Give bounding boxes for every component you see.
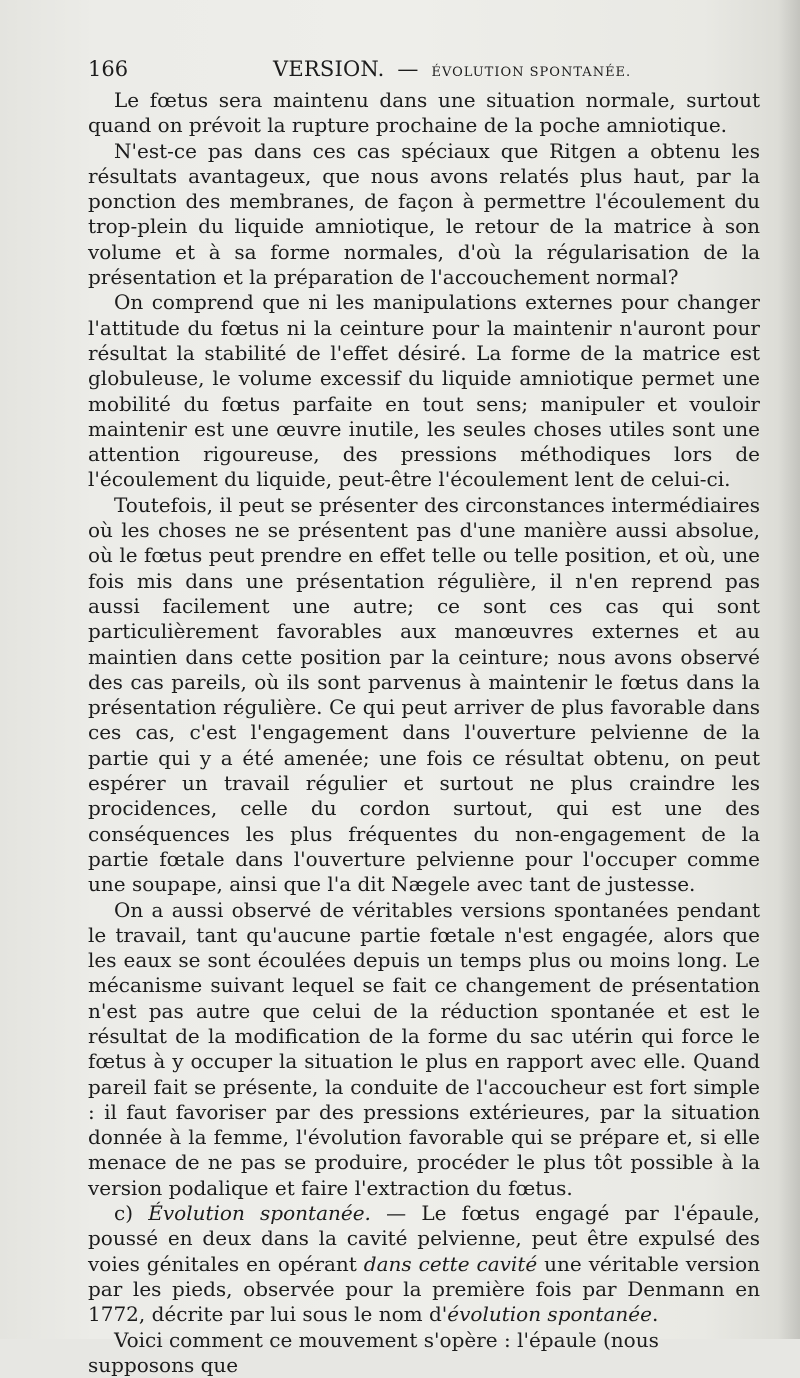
section-text-part: une véritable version par les pieds, observée pour la première fois par Denmann en 1772, décrite par lui sous le nom d' — [88, 1251, 760, 1327]
paragraph: N'est-ce pas dans ces cas spéciaux que Ritgen a obtenu les résultats avantageux, que nous avons relatés plus haut, par la ponction des membranes, de façon à permettre l'écoulement du trop-plein du liquide amniotique, le retour de la matrice à son volume et à sa forme normales, d'où la régularisation de la présentation et la préparation de l'accouchement normal? — [88, 138, 760, 290]
section-text-part: — Le fœtus engagé par l'épaule, poussé en deux dans la cavité pelvienne, peut être expulsé des voies génitales en opérant — [88, 1201, 761, 1276]
paragraph: Le fœtus sera maintenu dans une situation normale, surtout quand on prévoit la rupture prochaine de la poche amniotique. — [88, 88, 760, 138]
page-gutter-shadow — [778, 0, 800, 1339]
page-header — [88, 52, 760, 86]
section-emphasis: dans cette cavité — [363, 1251, 538, 1276]
section-c-paragraph — [88, 1201, 760, 1327]
running-head-subtitle: ÉVOLUTION SPONTANÉE. — [431, 65, 632, 80]
paragraph: Toutefois, il peut se présenter des circonstances intermédiaires où les choses ne se présentent pas d'une manière aussi absolue, où le fœtus peut prendre en effet telle ou telle position, et où, une fois mis dans une présentation régulière, il n'en reprend pas aussi facilement une autre; ce sont ces cas qui sont particulièrement favorables aux manœuvres externes et au maintien dans cette position par la ceinture; nous avons observé des cas pareils, où ils sont parvenus à maintenir le fœtus dans la présentation régulière. Ce qui peut arriver de plus favorable dans ces cas, c'est l'engagement dans l'ouverture pelvienne de la partie qui y a été amenée; une fois ce résultat obtenu, on peut espérer un travail régulier et surtout ne plus craindre les procidences, celle du cordon surtout, qui est une des conséquences les plus fréquentes du non-engagement de la partie fœtale dans l'ouverture pelvienne pour l'occuper comme une soupape, ainsi que l'a dit Nægele avec tant de justesse. — [88, 492, 760, 897]
body-text — [88, 88, 760, 1378]
paragraph: On comprend que ni les manipulations externes pour changer l'attitude du fœtus ni la ceinture pour la maintenir n'auront pour résultat la stabilité de l'effet désiré. La forme de la matrice est globuleuse, le volume excessif du liquide amniotique permet une mobilité du fœtus parfaite en tout sens; manipuler et vouloir maintenir est une œuvre inutile, les seules choses utiles sont une attention rigoureuse, des pressions méthodiques lors de l'écoulement du liquide, peut-être l'écoulement lent de celui-ci. — [88, 290, 760, 492]
section-heading: Évolution spontanée. — [148, 1201, 371, 1226]
section-emphasis: évolution spontanée — [447, 1302, 652, 1327]
paragraph: On a aussi observé de véritables versions spontanées pendant le travail, tant qu'aucune partie fœtale n'est engagée, alors que les eaux se sont écoulées depuis un temps plus ou moins long. Le mécanisme suivant lequel se fait ce changement de présentation n'est pas autre que celui de la réduction spontanée et est le résultat de la modification de la forme du sac utérin qui force le fœtus à y occuper la situation le plus en rapport avec elle. Quand pareil fait se présente, la conduite de l'accoucheur est fort simple : il faut favoriser par des pressions extérieures, par la situation donnée à la femme, l'évolution favorable qui se prépare et, si elle menace de ne pas se produire, procéder le plus tôt possible à la version podalique et faire l'extraction du fœtus. — [88, 897, 760, 1200]
paragraph-last: Voici comment ce mouvement s'opère : l'épaule (nous supposons que — [88, 1327, 659, 1377]
running-head — [273, 52, 631, 90]
running-head-title: VERSION. — [273, 57, 385, 81]
section-text-part: . — [651, 1302, 659, 1327]
page-number: 166 — [88, 57, 129, 81]
running-head-dash: — — [397, 57, 419, 81]
section-label: c) — [114, 1201, 134, 1226]
